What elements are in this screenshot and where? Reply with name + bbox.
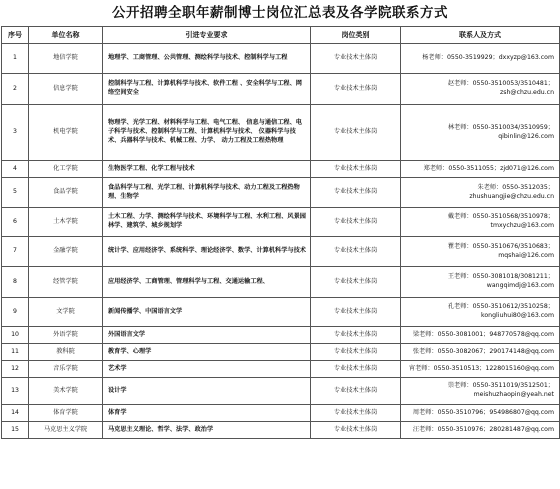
table-row — [2, 267, 560, 298]
unit-name: 食品学院 — [29, 178, 103, 208]
position-type: 专业技术主体岗 — [311, 44, 401, 74]
row-number: 13 — [2, 378, 29, 405]
major-requirements: 土木工程、力学、测绘科学与技术、环境科学与工程、水利工程、风景园林学、建筑学、城乡规划学 — [103, 208, 311, 237]
row-number: 8 — [2, 267, 29, 298]
position-type: 专业技术主体岗 — [311, 298, 401, 327]
page-title: 公开招聘全职年薪制博士岗位汇总表及各学院联系方式 — [112, 5, 448, 21]
row-number: 9 — [2, 298, 29, 327]
contact-info: 宵老师：0550-3510513；1228015160@qq.com — [401, 361, 560, 378]
table-row — [2, 405, 560, 422]
unit-name: 体育学院 — [29, 405, 103, 422]
major-requirements: 体育学 — [103, 405, 311, 422]
row-number: 7 — [2, 237, 29, 267]
contact-info: 汪老师：0550-3510976；280281487@qq.com — [401, 422, 560, 439]
row-number: 4 — [2, 161, 29, 178]
position-type: 专业技术主体岗 — [311, 74, 401, 105]
table-row — [2, 105, 560, 161]
row-number: 11 — [2, 344, 29, 361]
major-requirements: 生物医学工程、化学工程与技术 — [103, 161, 311, 178]
major-requirements: 地理学、工商管理、公共管理、测绘科学与技术、控制科学与工程 — [103, 44, 311, 74]
position-type: 专业技术主体岗 — [311, 405, 401, 422]
contact-info: 朱老师：0550-3512035；zhushuangjie@chzu.edu.cn — [401, 178, 560, 208]
table-row — [2, 327, 560, 344]
table-row — [2, 208, 560, 237]
table-row — [2, 237, 560, 267]
contact-info: 梁老师：0550-3081001；948770578@qq.com — [401, 327, 560, 344]
table-row — [2, 74, 560, 105]
header-number: 序号 — [2, 27, 29, 44]
unit-name: 金融学院 — [29, 237, 103, 267]
major-requirements: 设计学 — [103, 378, 311, 405]
row-number: 14 — [2, 405, 29, 422]
major-requirements: 统计学、应用经济学、系统科学、理论经济学、数学、计算机科学与技术 — [103, 237, 311, 267]
position-type: 专业技术主体岗 — [311, 361, 401, 378]
major-requirements: 教育学、心理学 — [103, 344, 311, 361]
unit-name: 化工学院 — [29, 161, 103, 178]
major-requirements: 外国语言文学 — [103, 327, 311, 344]
position-type: 专业技术主体岗 — [311, 378, 401, 405]
unit-name: 信息学院 — [29, 74, 103, 105]
position-type: 专业技术主体岗 — [311, 161, 401, 178]
header-position-type: 岗位类别 — [311, 27, 401, 44]
unit-name: 土木学院 — [29, 208, 103, 237]
table-row — [2, 44, 560, 74]
row-number: 1 — [2, 44, 29, 74]
row-number: 15 — [2, 422, 29, 439]
unit-name: 马克思主义学院 — [29, 422, 103, 439]
unit-name: 地信学院 — [29, 44, 103, 74]
contact-info: 崇老师：0550-3511019/3512501；meishuzhaopin@yeah.net — [401, 378, 560, 405]
unit-name: 美术学院 — [29, 378, 103, 405]
contact-info: 瞿老师：0550-3510676/3510683；mqshai@126.com — [401, 237, 560, 267]
row-number: 5 — [2, 178, 29, 208]
header-requirements: 引进专业要求 — [103, 27, 311, 44]
unit-name: 机电学院 — [29, 105, 103, 161]
position-type: 专业技术主体岗 — [311, 237, 401, 267]
major-requirements: 食品科学与工程、光学工程、计算机科学与技术、动力工程及工程热物理、生物学 — [103, 178, 311, 208]
position-type: 专业技术主体岗 — [311, 105, 401, 161]
position-type: 专业技术主体岗 — [311, 422, 401, 439]
position-type: 专业技术主体岗 — [311, 178, 401, 208]
contact-info: 杨老师：0550-3519929；dxxyzp@163.com — [401, 44, 560, 74]
positions-table — [1, 26, 560, 439]
position-type: 专业技术主体岗 — [311, 344, 401, 361]
major-requirements: 艺术学 — [103, 361, 311, 378]
major-requirements: 新闻传播学、中国语言文学 — [103, 298, 311, 327]
header-unit: 单位名称 — [29, 27, 103, 44]
row-number: 6 — [2, 208, 29, 237]
contact-info: 郑老师：0550-3511055；zjd071@126.com — [401, 161, 560, 178]
contact-info: 林老师：0550-3510034/3510959；qibinlin@126.com — [401, 105, 560, 161]
table-row — [2, 178, 560, 208]
contact-info: 张老师：0550-3082067；290174148@qq.com — [401, 344, 560, 361]
table-header-row — [2, 27, 560, 44]
contact-info: 孔老师：0550-3510612/3510258；kongliuhui80@163.com — [401, 298, 560, 327]
table-row — [2, 422, 560, 439]
row-number: 3 — [2, 105, 29, 161]
table-row — [2, 161, 560, 178]
unit-name: 文学院 — [29, 298, 103, 327]
major-requirements: 控制科学与工程、计算机科学与技术、软件工程 、安全科学与工程、网络空间安全 — [103, 74, 311, 105]
row-number: 12 — [2, 361, 29, 378]
row-number: 2 — [2, 74, 29, 105]
unit-name: 经管学院 — [29, 267, 103, 298]
major-requirements: 马克思主义理论、哲学、法学、政治学 — [103, 422, 311, 439]
unit-name: 音乐学院 — [29, 361, 103, 378]
major-requirements: 物理学、光学工程、材料科学与工程、电气工程、 信息与通信工程、电子科学与技术、控制科学与工程、计算机科学与技术、 仪器科学与技术、兵器科学与技术、机械工程、力学、 动力工程及工程热物理 — [103, 105, 311, 161]
contact-info: 赵老师：0550-3510053/3510481；zsh@chzu.edu.cn — [401, 74, 560, 105]
position-type: 专业技术主体岗 — [311, 267, 401, 298]
position-type: 专业技术主体岗 — [311, 208, 401, 237]
contact-info: 王老师：0550-3081018/3081211；wangqimdj@163.com — [401, 267, 560, 298]
table-row — [2, 378, 560, 405]
table-row — [2, 344, 560, 361]
table-row — [2, 361, 560, 378]
table-row — [2, 298, 560, 327]
major-requirements: 应用经济学、工商管理、管理科学与工程、交通运输工程、 — [103, 267, 311, 298]
header-contact: 联系人及方式 — [401, 27, 560, 44]
contact-info: 戴老师：0550-3510568/3510978；tmxychzu@163.com — [401, 208, 560, 237]
position-type: 专业技术主体岗 — [311, 327, 401, 344]
contact-info: 周老师：0550-3510796；954986807@qq.com — [401, 405, 560, 422]
unit-name: 外语学院 — [29, 327, 103, 344]
unit-name: 教科院 — [29, 344, 103, 361]
row-number: 10 — [2, 327, 29, 344]
